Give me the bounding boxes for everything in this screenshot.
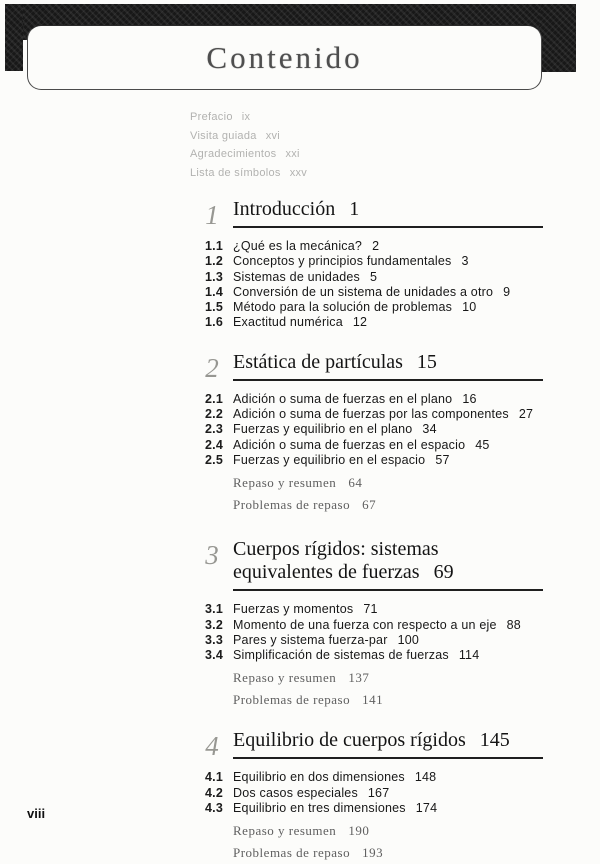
section-page: 27 [518, 407, 534, 422]
section-row [0, 239, 600, 254]
section-page: 5 [370, 269, 378, 284]
section-title [233, 633, 419, 648]
review-row [233, 494, 600, 516]
section-title-text: Pares y sistema fuerza-par [233, 632, 388, 647]
section-title [233, 422, 437, 437]
section-title-text: Conversión de un sistema de unidades a otro [233, 284, 494, 299]
section-number: 4.2 [205, 785, 223, 800]
section-title [233, 618, 521, 633]
section-row [0, 422, 600, 437]
review-page: 190 [348, 823, 370, 839]
review-page: 64 [348, 475, 363, 491]
section-number: 3.3 [205, 632, 223, 647]
front-matter-label: Lista de símbolos [190, 166, 281, 179]
section-title-text: ¿Qué es la mecánica? [233, 239, 363, 253]
review-list [0, 667, 600, 711]
section-row [0, 407, 600, 422]
section-number: 2.2 [205, 407, 223, 422]
section-row [0, 270, 600, 285]
section-row [0, 801, 600, 816]
section-row [0, 770, 600, 785]
section-title-text: Dos casos especiales [233, 785, 358, 800]
section-title [233, 786, 389, 801]
section-number: 2.3 [205, 422, 223, 437]
page-title: Contenido [206, 39, 363, 75]
section-row [0, 392, 600, 407]
contents-title-box [27, 25, 542, 90]
section-page: 174 [415, 801, 438, 816]
chapter-title: Equilibrio de cuerpos rígidos [233, 729, 466, 752]
review-page: 137 [348, 670, 370, 686]
section-row [0, 438, 600, 453]
front-matter-label: Visita guiada [190, 129, 257, 142]
section-list [0, 392, 600, 468]
chapter-block [0, 198, 600, 331]
chapter-block [0, 538, 600, 711]
section-title-text: Fuerzas y momentos [233, 602, 354, 617]
section-page: 9 [503, 284, 511, 299]
section-number: 2.5 [205, 452, 223, 467]
review-label: Problemas de repaso [233, 845, 351, 861]
section-number: 4.1 [205, 770, 223, 785]
chapter-list [0, 198, 600, 864]
section-title [233, 453, 450, 468]
front-matter-item [190, 127, 307, 146]
chapter-title: Introducción [233, 198, 336, 220]
section-title [233, 285, 510, 300]
section-page: 71 [363, 602, 378, 617]
section-row [0, 315, 600, 330]
review-label: Repaso y resumen [233, 475, 337, 491]
section-number: 1.4 [205, 284, 223, 299]
section-row [0, 618, 600, 633]
chapter-block [0, 351, 600, 516]
section-page: 16 [462, 391, 477, 406]
section-title [233, 392, 477, 407]
review-label: Repaso y resumen [233, 823, 337, 839]
chapter-heading [233, 729, 543, 759]
section-row [0, 648, 600, 663]
section-page: 88 [506, 617, 521, 632]
review-row [233, 472, 600, 494]
section-number: 1.1 [205, 239, 223, 253]
front-matter-list [190, 108, 307, 182]
front-matter-item [190, 145, 307, 164]
section-title-text: Fuerzas y equilibrio en el plano [233, 422, 413, 437]
section-title [233, 648, 479, 663]
section-page: 3 [461, 254, 469, 269]
section-title-text: Simplificación de sistemas de fuerzas [233, 648, 449, 663]
section-title [233, 602, 378, 617]
section-title-text: Conceptos y principios fundamentales [233, 254, 452, 269]
section-page: 34 [422, 422, 437, 437]
chapter-page: 15 [416, 350, 437, 373]
section-title-text: Equilibrio en tres dimensiones [233, 801, 406, 816]
section-title [233, 239, 379, 254]
chapter-number: 1 [205, 200, 219, 230]
review-row [233, 820, 600, 842]
review-row [233, 689, 600, 711]
review-page: 141 [362, 692, 384, 708]
section-page: 45 [475, 437, 490, 452]
chapter-number: 4 [205, 731, 219, 762]
section-title-text: Adición o suma de fuerzas por las componentes [233, 407, 509, 422]
section-page: 12 [352, 315, 368, 330]
chapter-page: 69 [433, 561, 454, 584]
chapter-page: 145 [479, 729, 510, 752]
section-title [233, 300, 476, 315]
section-title-text: Adición o suma de fuerzas en el plano [233, 391, 453, 406]
section-title-text: Sistemas de unidades [233, 269, 360, 284]
section-number: 2.1 [205, 391, 223, 406]
section-number: 2.4 [205, 437, 223, 452]
front-matter-page: xvi [265, 129, 281, 142]
review-row [233, 667, 600, 689]
section-title [233, 801, 437, 816]
section-row [0, 300, 600, 315]
section-row [0, 602, 600, 617]
chapter-heading [233, 538, 543, 591]
review-list [0, 820, 600, 864]
review-label: Problemas de repaso [233, 497, 351, 513]
chapter-heading [233, 351, 543, 381]
chapter-heading [233, 198, 543, 228]
review-page: 67 [362, 497, 377, 513]
section-title [233, 770, 436, 785]
section-title [233, 254, 469, 269]
section-page: 100 [397, 632, 420, 647]
section-title [233, 315, 367, 330]
section-number: 1.6 [205, 315, 223, 330]
chapter-number: 3 [205, 540, 219, 571]
chapter-title: Estática de partículas [233, 350, 403, 373]
chapter-number: 2 [205, 352, 219, 383]
section-page: 167 [367, 785, 390, 800]
section-list [0, 239, 600, 331]
section-row [0, 453, 600, 468]
section-title [233, 270, 377, 285]
folio-page-number: viii [27, 806, 46, 821]
section-number: 3.4 [205, 648, 223, 663]
section-number: 1.2 [205, 254, 223, 269]
section-page: 57 [435, 452, 450, 467]
section-page: 114 [458, 648, 480, 663]
section-row [0, 633, 600, 648]
section-list [0, 602, 600, 663]
section-number: 3.1 [205, 602, 223, 617]
section-row [0, 254, 600, 269]
section-number: 1.5 [205, 300, 223, 315]
front-matter-page: ix [241, 111, 251, 123]
section-title-text: Fuerzas y equilibrio en el espacio [233, 452, 426, 467]
chapter-block [0, 729, 600, 864]
section-title-text: Momento de una fuerza con respecto a un eje [233, 617, 497, 632]
front-matter-item [190, 164, 307, 183]
section-page: 148 [414, 770, 437, 785]
section-number: 1.3 [205, 269, 223, 284]
review-row [233, 842, 600, 864]
review-list [0, 472, 600, 516]
front-matter-label: Agradecimientos [190, 148, 277, 160]
section-title-text: Equilibrio en dos dimensiones [233, 770, 405, 785]
review-label: Repaso y resumen [233, 670, 337, 686]
section-number: 3.2 [205, 617, 223, 632]
section-title-text: Adición o suma de fuerzas en el espacio [233, 437, 466, 452]
section-list [0, 770, 600, 816]
front-matter-page: xxv [289, 166, 308, 179]
section-row [0, 786, 600, 801]
review-label: Problemas de repaso [233, 692, 351, 708]
section-page: 2 [372, 239, 380, 253]
front-matter-item [190, 108, 307, 127]
section-page: 10 [462, 300, 477, 315]
front-matter-label: Prefacio [190, 111, 233, 123]
header-ink-band-left [5, 4, 23, 71]
chapter-page: 1 [349, 198, 360, 220]
front-matter-page: xxi [285, 148, 300, 160]
section-row [0, 285, 600, 300]
section-title [233, 407, 533, 422]
header-ink-band-right [540, 4, 576, 72]
section-title-text: Exactitud numérica [233, 315, 343, 330]
chapter-title: Cuerpos rígidos: sistemas equivalentes de fuerzas [233, 538, 439, 584]
section-number: 4.3 [205, 801, 223, 816]
review-page: 193 [362, 845, 384, 861]
section-title-text: Método para la solución de problemas [233, 300, 453, 315]
section-title [233, 438, 490, 453]
